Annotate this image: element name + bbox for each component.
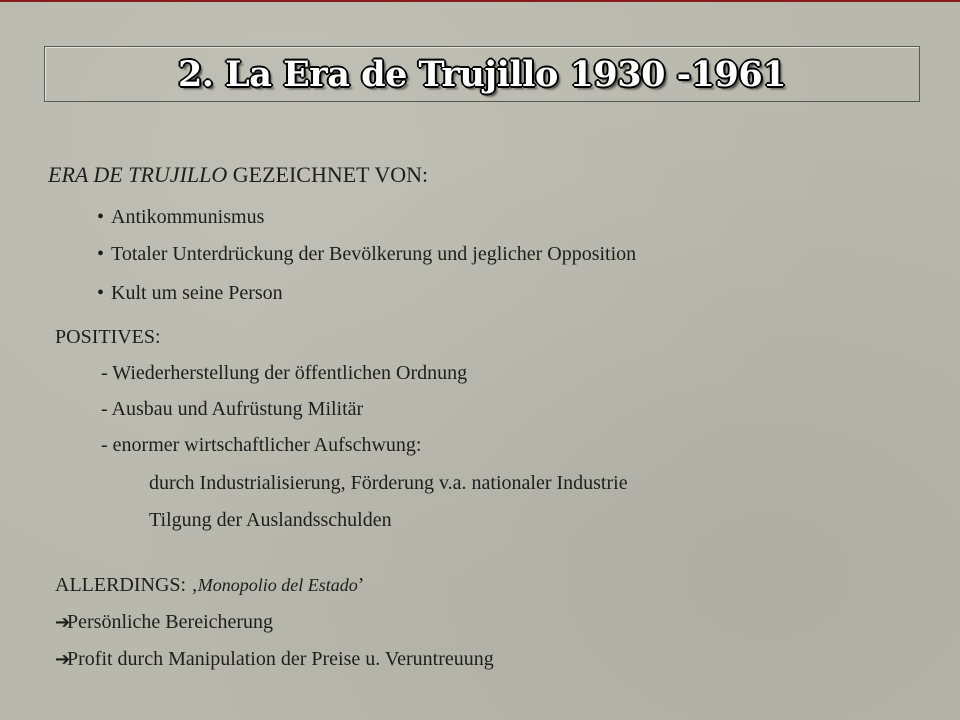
allerdings-label: ALLERDINGS:: [55, 574, 192, 596]
positives-item-2: - Ausbau und Aufrüstung Militär: [101, 398, 364, 420]
right-arrow-icon: ➔: [55, 649, 71, 670]
positives-subitem-2: Tilgung der Auslandsschulden: [149, 509, 392, 531]
right-arrow-icon: ➔: [55, 612, 71, 633]
slide-title: 2. La Era de Trujillo 1930 -1961: [177, 53, 787, 95]
era-heading: [48, 163, 428, 187]
allerdings-item-2: [55, 647, 494, 672]
allerdings-item-2-text: Profit durch Manipulation der Preise u. Veruntreuung: [67, 648, 494, 670]
title-box: [44, 46, 920, 102]
allerdings-item-1-text: Persönliche Bereicherung: [67, 611, 274, 633]
positives-item-3: - enormer wirtschaftlicher Aufschwung:: [101, 434, 422, 456]
era-heading-italic: ERA DE TRUJILLO: [48, 162, 228, 187]
allerdings-item-1: [55, 610, 273, 635]
era-heading-rest: GEZEICHNET VON:: [227, 162, 429, 187]
top-accent-line: [0, 0, 960, 2]
quote-close: ’: [357, 574, 365, 596]
monopolio-quote: Monopolio del Estado: [197, 575, 358, 595]
era-bullet-3: • Kult um seine Person: [97, 281, 283, 305]
positives-heading: POSITIVES:: [55, 326, 161, 348]
era-bullet-1: • Antikommunismus: [97, 205, 264, 229]
allerdings-heading: [55, 573, 364, 597]
positives-item-1: - Wiederherstellung der öffentlichen Ordnung: [101, 362, 468, 384]
era-bullet-2: • Totaler Unterdrückung der Bevölkerung und jeglicher Opposition: [97, 242, 636, 266]
positives-subitem-1: durch Industrialisierung, Förderung v.a. nationaler Industrie: [149, 472, 628, 494]
quote-open: ‚: [191, 574, 198, 596]
